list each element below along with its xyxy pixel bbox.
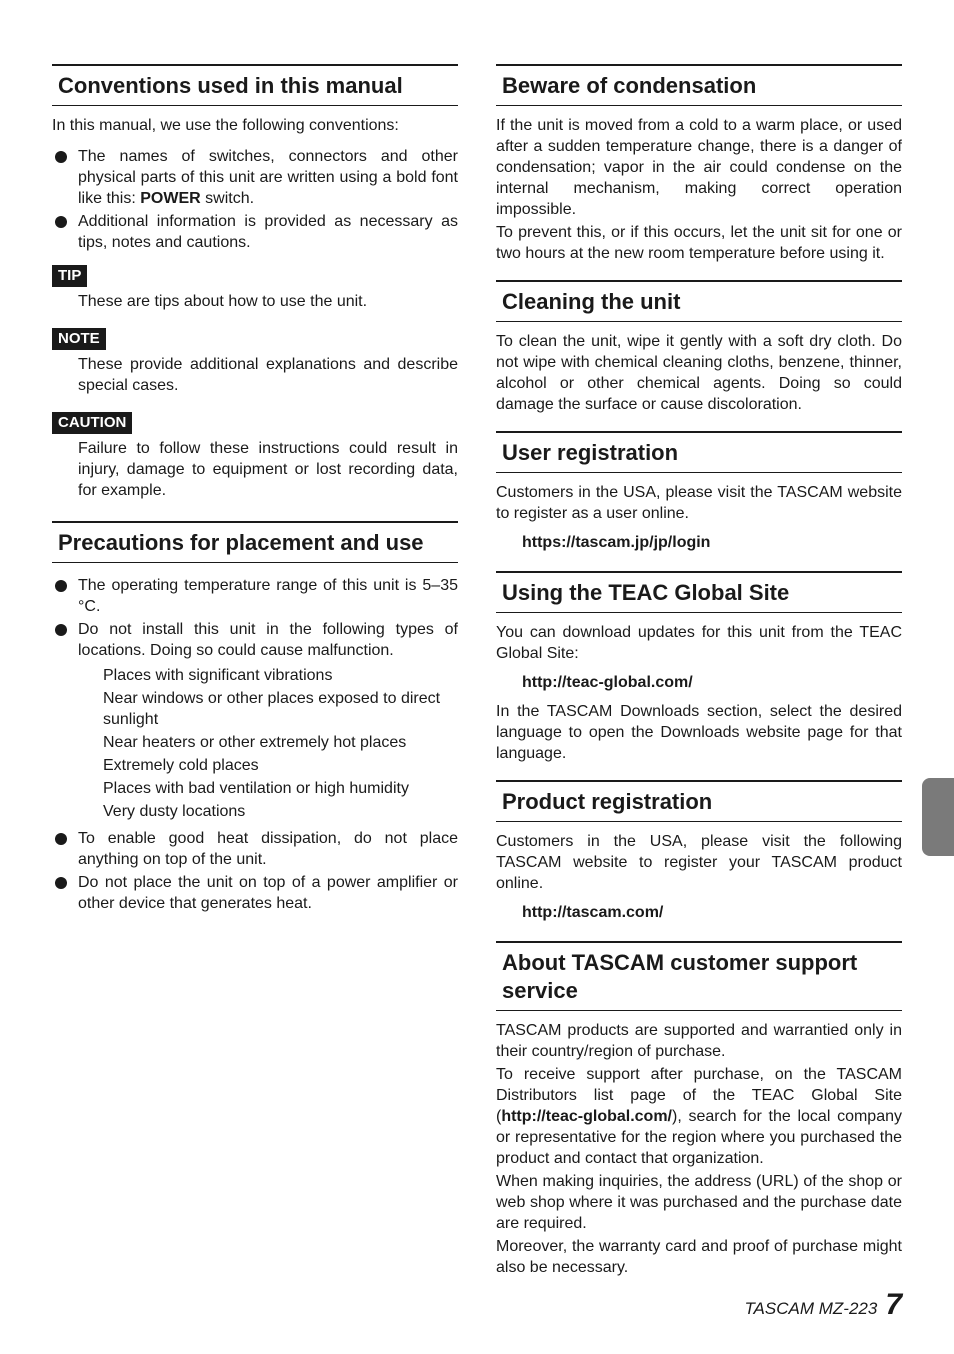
user-registration-heading: User registration: [496, 431, 902, 473]
product-registration-p1: Customers in the USA, please visit the following TASCAM website to register your TASCAM product online.: [496, 833, 902, 892]
support-p1: TASCAM products are supported and warrantied only in their country/region of purchase.: [496, 1022, 902, 1060]
support-heading: About TASCAM customer support service: [496, 941, 902, 1011]
list-item: Do not place the unit on top of a power amplifier or other device that generates heat.: [52, 872, 458, 914]
precautions-list: [52, 575, 458, 661]
teac-global-url[interactable]: http://teac-global.com/: [522, 674, 693, 691]
bullet-icon: [55, 624, 67, 636]
note-label: NOTE: [52, 328, 106, 350]
bullet-icon: [55, 580, 67, 592]
tip-text: These are tips about how to use the unit.: [78, 293, 368, 310]
user-registration-p1: Customers in the USA, please visit the TASCAM website to register as a user online.: [496, 484, 902, 522]
teac-global-p1: You can download updates for this unit from the TEAC Global Site:: [496, 624, 902, 662]
bullet-icon: [55, 833, 67, 845]
bullet-icon: [55, 877, 67, 889]
location-item: Near windows or other places exposed to direct sunlight: [103, 690, 441, 728]
teac-global-p2: In the TASCAM Downloads section, select the desired language to open the Downloads website page for that language.: [496, 703, 902, 762]
precautions-list-more: [52, 828, 458, 914]
teac-global-heading: Using the TEAC Global Site: [496, 571, 902, 613]
product-registration-url[interactable]: http://tascam.com/: [522, 904, 664, 921]
conventions-intro: In this manual, we use the following conventions:: [52, 117, 399, 134]
right-column: [496, 64, 902, 1280]
user-registration-url[interactable]: https://tascam.jp/jp/login: [522, 534, 711, 551]
location-item: Extremely cold places: [103, 757, 259, 774]
location-item: Near heaters or other extremely hot places: [103, 734, 407, 751]
tip-label: TIP: [52, 265, 87, 287]
power-bold-example: POWER: [140, 190, 201, 207]
cleaning-p1: To clean the unit, wipe it gently with a soft dry cloth. Do not wipe with chemical cleaning cloths, benzene, thinner, alcohol or other chemical agents. Doing so could damage the surface or cause discoloration.: [496, 333, 902, 413]
caution-text: Failure to follow these instructions could result in injury, damage to equipment or lost recording data, for example.: [78, 440, 458, 499]
list-item: The names of switches, connectors and other physical parts of this unit are written using a bold font like this: POWER switch.: [52, 146, 458, 209]
left-column: [52, 64, 458, 916]
location-item: Very dusty locations: [103, 803, 246, 820]
page-footer: [744, 1288, 902, 1322]
conventions-list: [52, 146, 458, 253]
page-number: 7: [885, 1288, 902, 1321]
product-registration-heading: Product registration: [496, 780, 902, 822]
locations-list: [103, 665, 458, 822]
note-text: These provide additional explanations and describe special cases.: [78, 356, 458, 394]
bullet-icon: [55, 216, 67, 228]
list-item: Do not install this unit in the following types of locations. Doing so could cause malfunction.: [52, 619, 458, 661]
condensation-p1: If the unit is moved from a cold to a warm place, or used after a sudden temperature change, there is a danger of condensation; vapor in the air could condense on the internal mechanism, making correct operation impossible.: [496, 117, 902, 218]
support-url[interactable]: http://teac-global.com/: [501, 1108, 672, 1125]
brand-model: TASCAM MZ-223: [744, 1299, 878, 1318]
list-item: The operating temperature range of this unit is 5–35 °C.: [52, 575, 458, 617]
support-p2: To receive support after purchase, on the TASCAM Distributors list page of the TEAC Global Site (http://teac-global.com/), search for the local company or representative for the region where you purchased the product and contact that organization.: [496, 1066, 902, 1167]
bullet-icon: [55, 151, 67, 163]
support-p4: Moreover, the warranty card and proof of purchase might also be necessary.: [496, 1238, 902, 1276]
condensation-p2: To prevent this, or if this occurs, let the unit sit for one or two hours at the new room temperature before using it.: [496, 224, 902, 262]
condensation-heading: Beware of condensation: [496, 64, 902, 106]
cleaning-heading: Cleaning the unit: [496, 280, 902, 322]
location-item: Places with significant vibrations: [103, 667, 333, 684]
list-item: To enable good heat dissipation, do not place anything on top of the unit.: [52, 828, 458, 870]
caution-label: CAUTION: [52, 412, 132, 434]
support-p3: When making inquiries, the address (URL) of the shop or web shop where it was purchased and the purchase date are required.: [496, 1173, 902, 1232]
section-tab: [922, 778, 954, 856]
location-item: Places with bad ventilation or high humidity: [103, 780, 409, 797]
conventions-heading: Conventions used in this manual: [52, 64, 458, 106]
list-item: Additional information is provided as necessary as tips, notes and cautions.: [52, 211, 458, 253]
precautions-heading: Precautions for placement and use: [52, 521, 458, 563]
